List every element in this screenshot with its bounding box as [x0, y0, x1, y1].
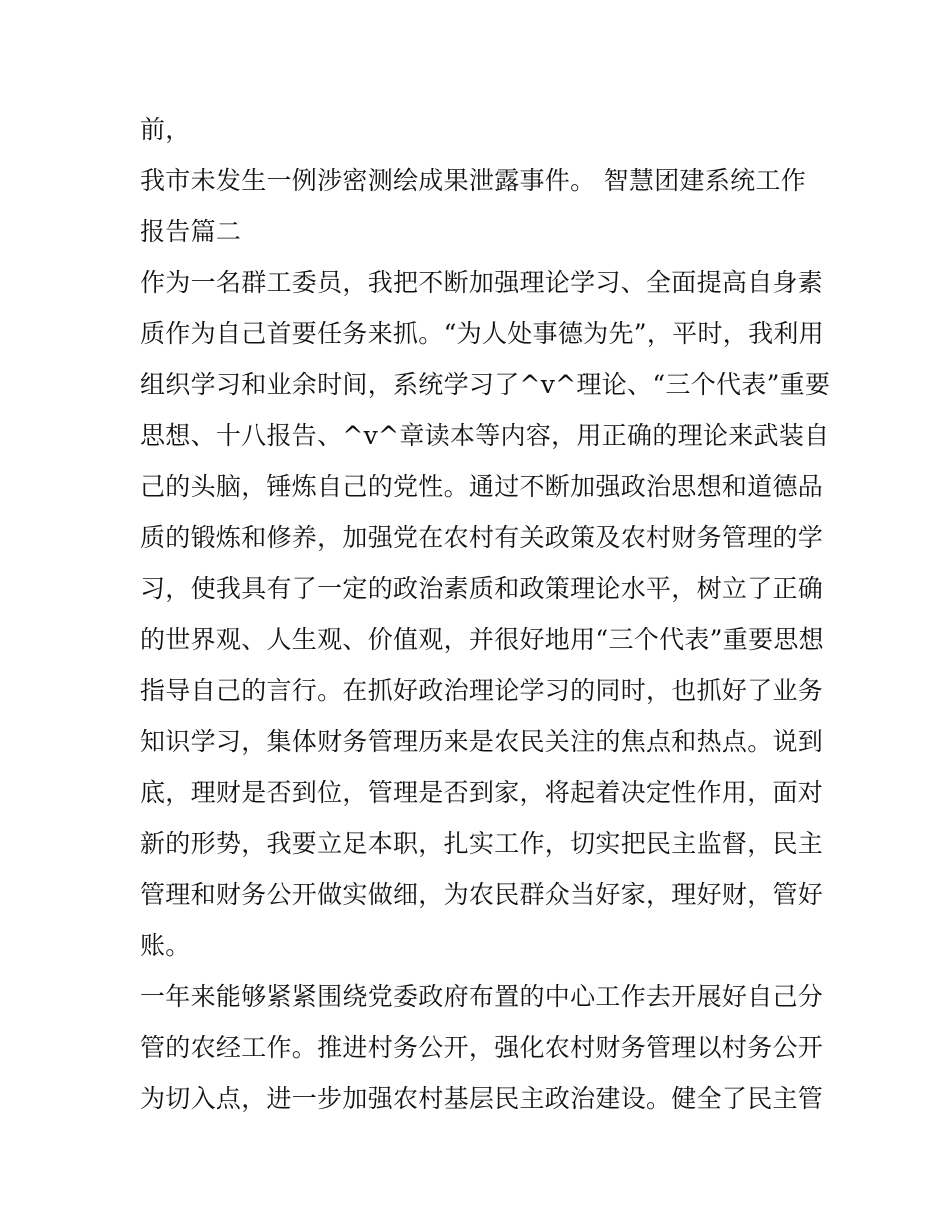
text-line: 指导自己的言行。在抓好政治理论学习的同时，也抓好了业务	[140, 676, 824, 705]
text-line: 己的头脑，锤炼自己的党性。通过不断加强政治思想和道德品	[140, 472, 824, 501]
text-line: 管理和财务公开做实做细，为农民群众当好家，理好财，管好	[140, 880, 824, 909]
text-line: 我市未发生一例涉密测绘成果泄露事件。 智慧团建系统工作	[140, 166, 807, 195]
text-line: 质作为自己首要任务来抓。“为人处事德为先”，平时，我利用	[140, 319, 824, 348]
text-line: 前，	[140, 115, 191, 144]
text-line: 底，理财是否到位，管理是否到家，将起着决定性作用，面对	[140, 778, 824, 807]
text-line: 的世界观、人生观、价值观，并很好地用“三个代表”重要思想	[140, 625, 824, 654]
document-body	[140, 104, 831, 1124]
text-line: 账。	[140, 931, 191, 960]
text-line: 新的形势，我要立足本职，扎实工作，切实把民主监督，民主	[140, 829, 824, 858]
text-line: 思想、十八报告、^v^章读本等内容，用正确的理论来武装自	[140, 421, 830, 450]
text-line: 质的锻炼和修养，加强党在农村有关政策及农村财务管理的学	[140, 523, 824, 552]
text-line: 组织学习和业余时间，系统学习了^v^理论、“三个代表”重要	[140, 370, 831, 399]
text-line: 习，使我具有了一定的政治素质和政策理论水平，树立了正确	[140, 574, 824, 603]
text-line: 知识学习，集体财务管理历来是农民关注的焦点和热点。说到	[140, 727, 824, 756]
text-line: 为切入点，进一步加强农村基层民主政治建设。健全了民主管	[140, 1084, 824, 1113]
text-line: 作为一名群工委员，我把不断加强理论学习、全面提高自身素	[140, 268, 824, 297]
text-line: 一年来能够紧紧围绕党委政府布置的中心工作去开展好自己分	[140, 982, 824, 1011]
text-line: 管的农经工作。推进村务公开，强化农村财务管理以村务公开	[140, 1033, 824, 1062]
text-line: 报告篇二	[140, 217, 242, 246]
